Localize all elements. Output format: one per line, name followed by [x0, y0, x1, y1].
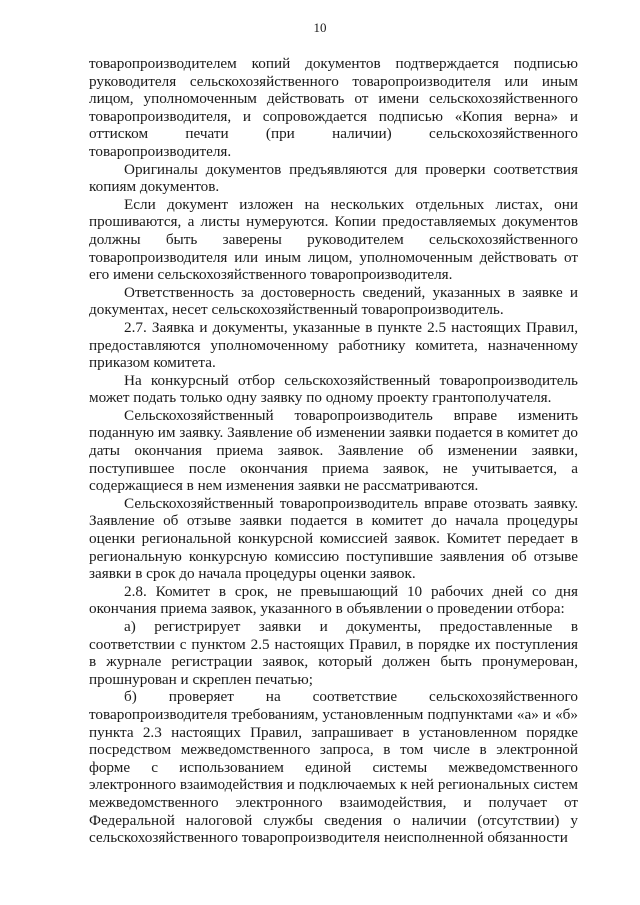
paragraph: 2.8. Комитет в срок, не превышающий 10 рабочих дней со дня окончания приема заявок, указанного в объявлении о проведении отбора: — [89, 582, 578, 618]
paragraph: Если документ изложен на нескольких отдельных листах, они прошиваются, а листы нумеруются. Копии предоставляемых документов должны быть заверены руководителем сельскохозяйственного товаропроизводителя или иным лицом, уполномоченным действовать от его имени сельскохозяйственного товаропроизводителя. — [89, 195, 578, 284]
page-number: 10 — [313, 20, 327, 35]
paragraph: 2.7. Заявка и документы, указанные в пункте 2.5 настоящих Правил, предоставляются уполномоченному работнику комитета, назначенному приказом комитета. — [89, 318, 578, 372]
paragraph: Ответственность за достоверность сведений, указанных в заявке и документах, несет сельскохозяйственный товаропроизводитель. — [89, 283, 578, 319]
page-body — [89, 55, 578, 847]
paragraph: Сельскохозяйственный товаропроизводитель вправе изменить поданную им заявку. Заявление об изменении заявки подается в комитет до даты окончания приема заявок. Заявление об изменении заявки, поступившее после окончания приема заявок, не учитывается, а содержащиеся в нем изменения заявки не рассматриваются. — [89, 406, 578, 495]
paragraph: Оригиналы документов предъявляются для проверки соответствия копиям документов. — [89, 160, 578, 196]
paragraph: б) проверяет на соответствие сельскохозяйственного товаропроизводителя требованиям, установленным подпунктами «а» и «б» пункта 2.3 настоящих Правил, запрашивает в установленном порядке посредством межведомственного запроса, в том числе в электронной форме с использованием единой системы межведомственного электронного взаимодействия и подключаемых к ней региональных систем межведомственного электронного взаимодействия, и получает от Федеральной налоговой службы сведения о наличии (отсутствии) у сельскохозяйственного товаропроизводителя неисполненной обязанности — [89, 688, 578, 847]
paragraph: товаропроизводителем копий документов подтверждается подписью руководителя сельскохозяйственного товаропроизводителя или иным лицом, уполномоченным действовать от имени сельскохозяйственного товаропроизводителя, и сопровождается подписью «Копия верна» и оттиском печати (при наличии) сельскохозяйственного товаропроизводителя. — [89, 55, 578, 160]
paragraph: Сельскохозяйственный товаропроизводитель вправе отозвать заявку. Заявление об отзыве заявки подается в комитет до начала процедуры оценки региональной конкурсной комиссией заявок. Комитет передает в региональную конкурсную комиссию поступившие заявления об отзыве заявки в срок до начала процедуры оценки заявок. — [89, 494, 578, 583]
paragraph: а) регистрирует заявки и документы, предоставленные в соответствии с пунктом 2.5 настоящих Правил, в порядке их поступления в журнале регистрации заявок, который должен быть пронумерован, прошнурован и скреплен печатью; — [89, 618, 578, 688]
paragraph: На конкурсный отбор сельскохозяйственный товаропроизводитель может подать только одну заявку по одному проекту грантополучателя. — [89, 371, 578, 407]
